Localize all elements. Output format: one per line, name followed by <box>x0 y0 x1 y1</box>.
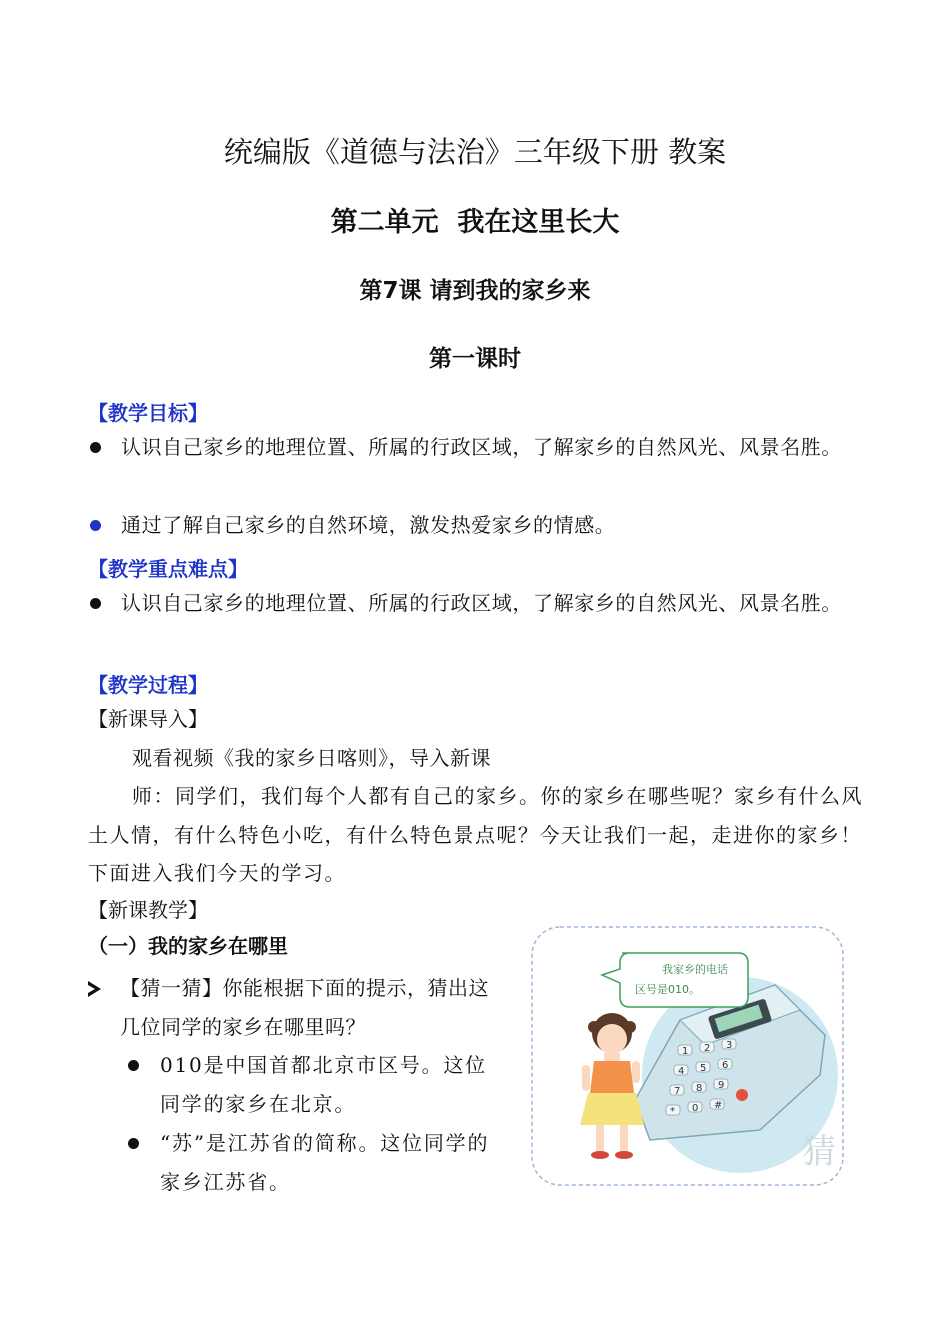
speech-line: 我家乡的电话 <box>662 963 728 976</box>
goal-item-text: 认识自己家乡的地理位置、所属的行政区域，了解家乡的自然风光、风景名胜。 <box>121 435 842 459</box>
phone-key: 0 <box>692 1103 699 1114</box>
period-title: 第一课时 <box>429 346 521 372</box>
phone-key: 2 <box>704 1043 711 1054</box>
teach-heading: 【新课教学】 <box>88 898 208 922</box>
hint-item <box>126 1124 506 1202</box>
phone-key: * <box>670 1106 675 1117</box>
lesson-title: 第7课 请到我的家乡来 <box>359 278 591 304</box>
bullet-dot-icon <box>90 520 101 531</box>
section-title: （一）我的家乡在哪里 <box>88 934 288 958</box>
phone-key: # <box>714 1100 723 1111</box>
phone-key: 5 <box>700 1063 707 1074</box>
goal-item-text: 通过了解自己家乡的自然环境，激发热爱家乡的情感。 <box>121 513 616 537</box>
phone-key: 9 <box>718 1080 725 1091</box>
goal-item <box>88 506 878 545</box>
phone-key: 1 <box>682 1046 689 1057</box>
speech-bubble <box>602 953 748 1007</box>
arrow-bullet-icon <box>88 981 101 997</box>
guess-text: 【猜一猜】你能根据下面的提示，猜出这几位同学的家乡在哪里吗？ <box>120 976 489 1039</box>
hint-item <box>126 1046 506 1124</box>
hint-text: 010是中国首都北京市区号。这位同学的家乡在北京。 <box>160 1053 487 1116</box>
phone-red-button <box>736 1089 748 1101</box>
phone-key: 3 <box>726 1040 733 1051</box>
bullet-dot-icon <box>128 1138 139 1149</box>
bullet-dot-icon <box>90 442 101 453</box>
goals-heading: 【教学目标】 <box>88 401 208 425</box>
key-point-item-text: 认识自己家乡的地理位置、所属的行政区域，了解家乡的自然风光、风景名胜。 <box>121 591 842 615</box>
bullet-dot-icon <box>90 598 101 609</box>
phone-key: 4 <box>678 1066 685 1077</box>
watermark-text: 猜 <box>802 1132 836 1172</box>
hint-text: “苏”是江苏省的简称。这位同学的家乡江苏省。 <box>160 1131 490 1194</box>
phone-illustration <box>530 925 845 1187</box>
phone-key: 7 <box>674 1086 681 1097</box>
phone-key: 8 <box>696 1083 703 1094</box>
guess-activity <box>88 969 508 1047</box>
bullet-dot-icon <box>128 1060 139 1071</box>
document-title: 统编版《道德与法治》三年级下册 教案 <box>223 135 727 169</box>
unit-title: 第二单元 我在这里长大 <box>330 207 620 238</box>
phone-key: 6 <box>722 1060 729 1071</box>
intro-heading: 【新课导入】 <box>88 707 208 731</box>
teacher-paragraph: 师：同学们，我们每个人都有自己的家乡。你的家乡在哪些呢？家乡有什么风土人情，有什么特色小吃，有什么特色景点呢？今天让我们一起，走进你的家乡！下面进入我们今天的学习。 <box>88 784 863 885</box>
key-points-heading: 【教学重点难点】 <box>88 557 248 581</box>
speech-line: 区号是010。 <box>635 983 700 996</box>
goal-item <box>88 428 878 467</box>
key-point-item <box>88 584 878 623</box>
intro-line: 观看视频《我的家乡日喀则》，导入新课 <box>132 746 491 770</box>
process-heading: 【教学过程】 <box>88 673 208 697</box>
